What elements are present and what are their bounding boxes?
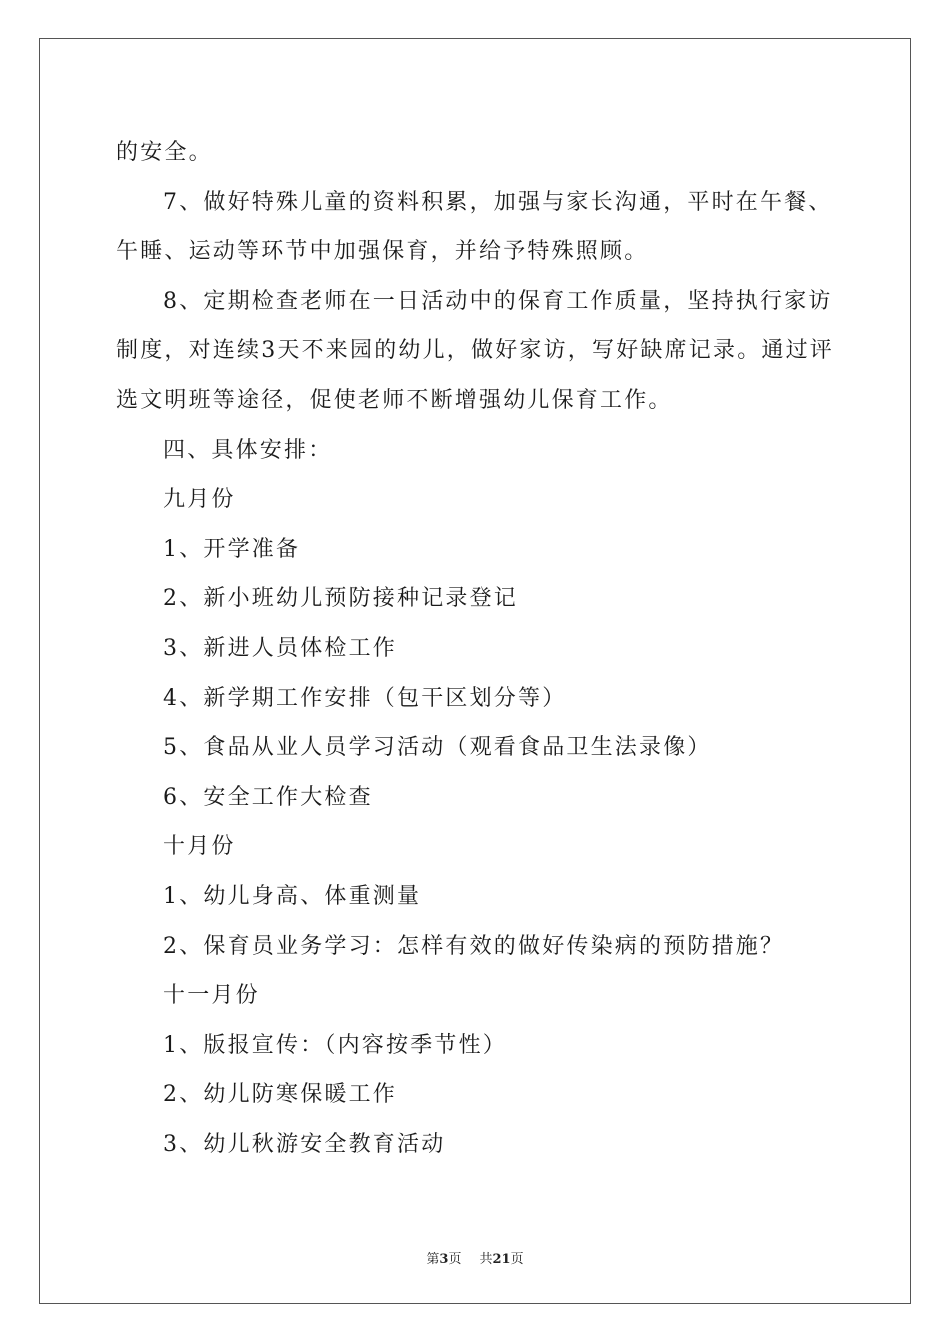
list-item: 6、安全工作大检查 bbox=[163, 784, 373, 810]
total-suffix: 页 bbox=[510, 1252, 524, 1267]
text-line: 8、定期检查老师在一日活动中的保育工作质量，坚持执行家访 bbox=[163, 288, 833, 314]
month-heading: 十月份 bbox=[163, 834, 236, 860]
list-item: 2、幼儿防寒保暖工作 bbox=[163, 1082, 397, 1108]
list-item: 1、版报宣传：（内容按季节性） bbox=[163, 1032, 507, 1058]
month-heading: 九月份 bbox=[163, 487, 236, 513]
text-line: 午睡、运动等环节中加强保育，并给予特殊照顾。 bbox=[116, 239, 649, 265]
page-prefix: 第 bbox=[426, 1252, 440, 1267]
text-line: 制度，对连续3天不来园的幼儿，做好家访，写好缺席记录。通过评 bbox=[116, 338, 834, 364]
page-footer bbox=[0, 1248, 950, 1267]
text-line: 选文明班等途径，促使老师不断增强幼儿保育工作。 bbox=[116, 387, 673, 413]
list-item: 5、食品从业人员学习活动（观看食品卫生法录像） bbox=[163, 735, 712, 761]
text-line: 7、做好特殊儿童的资料积累，加强与家长沟通，平时在午餐、 bbox=[163, 189, 833, 215]
section-heading: 四、具体安排： bbox=[163, 437, 333, 463]
list-item: 2、新小班幼儿预防接种记录登记 bbox=[163, 586, 518, 612]
list-item: 4、新学期工作安排（包干区划分等） bbox=[163, 685, 567, 711]
total-pages: 21 bbox=[492, 1252, 511, 1267]
list-item: 2、保育员业务学习：怎样有效的做好传染病的预防措施？ bbox=[163, 933, 785, 959]
month-heading: 十一月份 bbox=[163, 983, 260, 1009]
list-item: 3、新进人员体检工作 bbox=[163, 635, 397, 661]
total-prefix: 共 bbox=[479, 1252, 493, 1267]
text-line: 的安全。 bbox=[116, 140, 213, 165]
list-item: 1、开学准备 bbox=[163, 536, 301, 562]
page-suffix: 页 bbox=[448, 1252, 462, 1267]
list-item: 1、幼儿身高、体重测量 bbox=[163, 883, 422, 909]
page-number: 3 bbox=[439, 1252, 449, 1267]
list-item: 3、幼儿秋游安全教育活动 bbox=[163, 1131, 446, 1157]
document-body bbox=[116, 128, 834, 1169]
